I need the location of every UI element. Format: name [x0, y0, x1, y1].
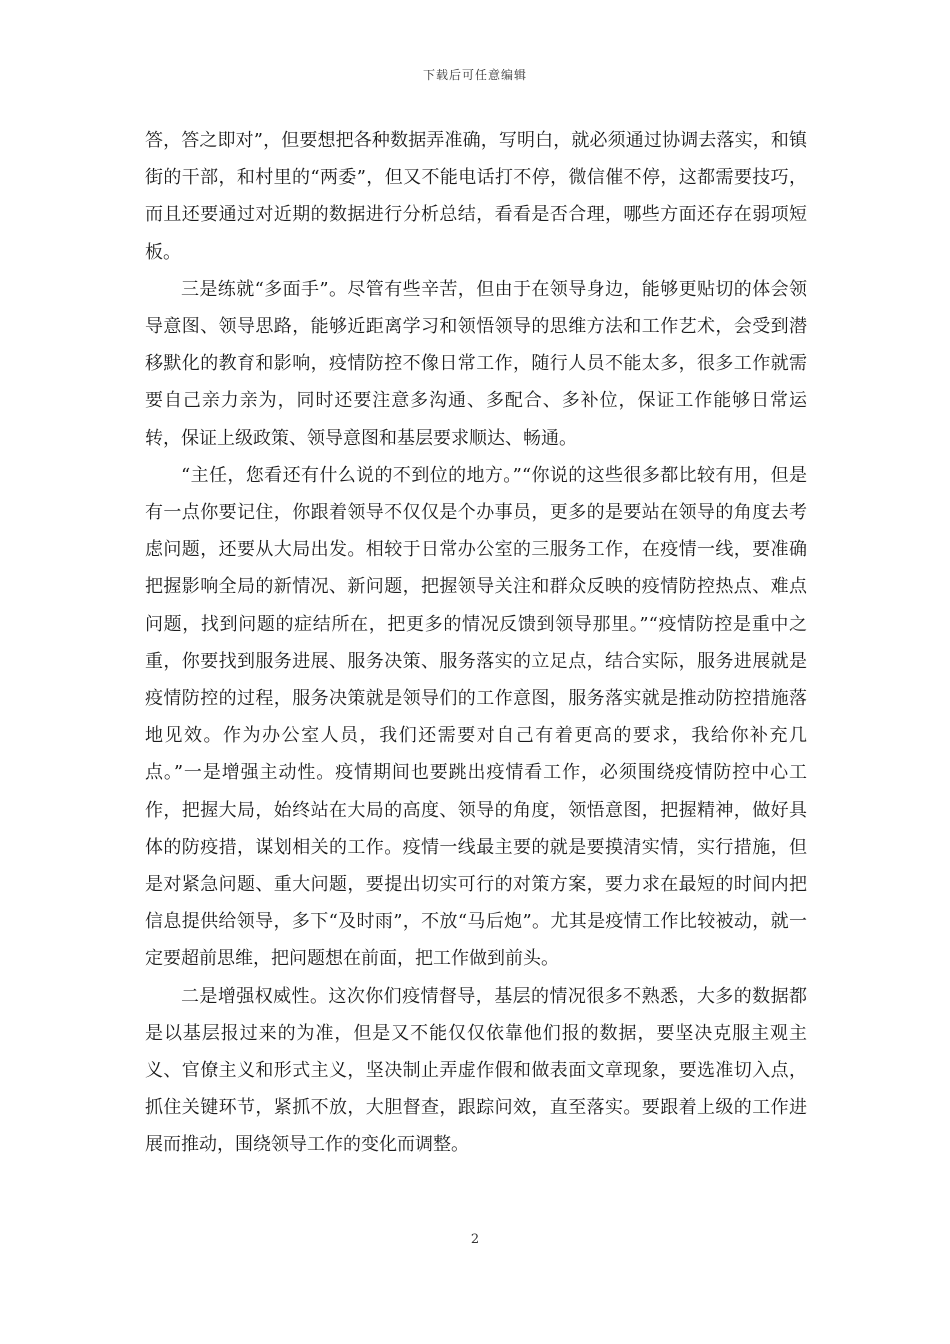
paragraph-1: 答，答之即对”，但要想把各种数据弄准确，写明白，就必须通过协调去落实，和镇街的干部，和村里的“两委”，但又不能电话打不停，微信催不停，这都需要技巧，而且还要通过对近期的数据进行分析总结，看看是否合理，哪些方面还存在弱项短板。 — [145, 130, 807, 263]
paragraph-3: “主任，您看还有什么说的不到位的地方。”“你说的这些很多都比较有用，但是有一点你要记住，你跟着领导不仅仅是个办事员，更多的是要站在领导的角度去考虑问题，还要从大局出发。相较于日常办公室的三服务工作，在疫情一线，要准确把握影响全局的新情况、新问题，把握领导关注和群众反映的疫情防控热点、难点问题，找到问题的症结所在，把更多的情况反馈到领导那里。”“疫情防控是重中之重，你要找到服务进展、服务决策、服务落实的立足点，结合实际，服务进展就是疫情防控的过程，服务决策就是领导们的工作意图，服务落实就是推动防控措施落地见效。作为办公室人员，我们还需要对自己有着更高的要求，我给你补充几点。”一是增强主动性。疫情期间也要跳出疫情看工作，必须围绕疫情防控中心工作，把握大局，始终站在大局的高度、领导的角度，领悟意图，把握精神，做好具体的防疫措，谋划相关的工作。疫情一线最主要的就是要摸清实情，实行措施，但是对紧急问题、重大问题，要提出切实可行的对策方案，要力求在最短的时间内把信息提供给领导，多下“及时雨”，不放“马后炮”。尤其是疫情工作比较被动，就一定要超前思维，把问题想在前面，把工作做到前头。 — [145, 464, 807, 970]
paragraph-2: 三是练就“多面手”。尽管有些辛苦，但由于在领导身边，能够更贴切的体会领导意图、领导思路，能够近距离学习和领悟领导的思维方法和工作艺术，会受到潜移默化的教育和影响，疫情防控不像日常工作，随行人员不能太多，很多工作就需要自己亲力亲为，同时还要注意多沟通、多配合、多补位，保证工作能够日常运转，保证上级政策、领导意图和基层要求顺达、畅通。 — [145, 278, 807, 449]
page-header: 下载后可任意编辑 — [422, 68, 527, 82]
document-body — [145, 122, 807, 1164]
paragraph-4: 二是增强权威性。这次你们疫情督导，基层的情况很多不熟悉，大多的数据都是以基层报过来的为准，但是又不能仅仅依靠他们报的数据，要坚决克服主观主义、官僚主义和形式主义，坚决制止弄虚作假和做表面文章现象，要选准切入点，抓住关键环节，紧抓不放，大胆督查，跟踪问效，直至落实。要跟着上级的工作进展而推动，围绕领导工作的变化而调整。 — [145, 985, 807, 1156]
page-number: 2 — [470, 1232, 480, 1247]
